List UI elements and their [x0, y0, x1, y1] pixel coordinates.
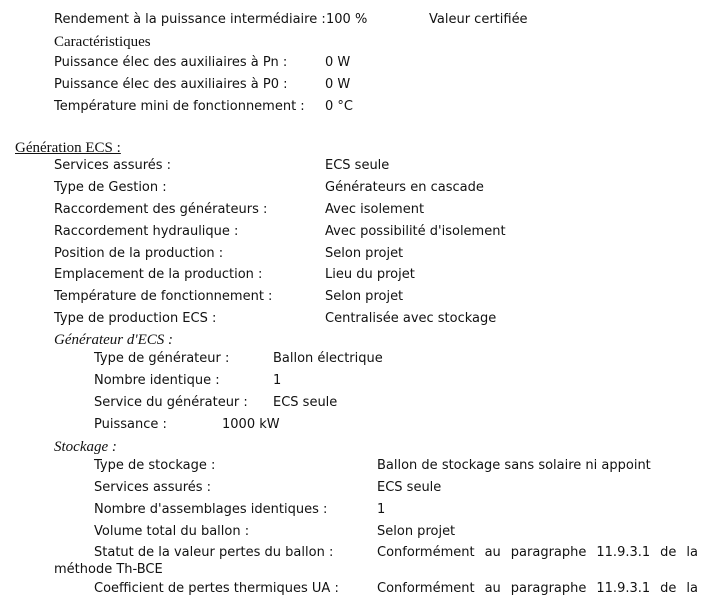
- rendement-label: Rendement à la puissance intermédiaire :: [54, 12, 326, 27]
- ecs-temp-value: Selon projet: [325, 289, 404, 304]
- ecs-temp-label: Température de fonctionnement :: [54, 289, 273, 304]
- statut-word: au: [484, 545, 501, 560]
- ecs-position-label: Position de la production :: [54, 246, 224, 261]
- ecs-production-label: Type de production ECS :: [54, 311, 217, 326]
- stock-volume-label: Volume total du ballon :: [94, 524, 250, 539]
- gen-type-value: Ballon électrique: [273, 351, 383, 366]
- ecs-raccord-gen-label: Raccordement des générateurs :: [54, 202, 268, 217]
- coef-word: 11.9.3.1: [596, 581, 651, 596]
- stock-assemblages-label: Nombre d'assemblages identiques :: [94, 502, 328, 517]
- gen-nombre-label: Nombre identique :: [94, 373, 220, 388]
- ecs-gestion-value: Générateurs en cascade: [325, 180, 484, 195]
- aux-p0-label: Puissance élec des auxiliaires à P0 :: [54, 77, 288, 92]
- coef-word: de: [660, 581, 677, 596]
- stock-volume-value: Selon projet: [377, 524, 456, 539]
- statut-word: paragraphe: [510, 545, 587, 560]
- stock-services-label: Services assurés :: [94, 480, 212, 495]
- ecs-services-label: Services assurés :: [54, 158, 172, 173]
- statut-word: 11.9.3.1: [596, 545, 651, 560]
- coef-word: Conformément: [377, 581, 475, 596]
- stock-coef-label: Coefficient de pertes thermiques UA :: [94, 581, 339, 596]
- ecs-emplacement-value: Lieu du projet: [325, 267, 415, 282]
- stock-assemblages-value: 1: [377, 502, 386, 517]
- temp-mini-value: 0 °C: [325, 99, 353, 114]
- stock-statut-label: Statut de la valeur pertes du ballon :: [94, 545, 334, 560]
- ecs-heading: Génération ECS :: [15, 140, 121, 156]
- aux-pn-label: Puissance élec des auxiliaires à Pn :: [54, 55, 288, 70]
- rendement-value: 100 %: [326, 12, 368, 27]
- caracteristiques-heading: Caractéristiques: [54, 34, 151, 50]
- ecs-services-value: ECS seule: [325, 158, 390, 173]
- ecs-raccord-gen-value: Avec isolement: [325, 202, 425, 217]
- coef-word: au: [484, 581, 501, 596]
- gen-puissance-value: 1000 kW: [222, 417, 280, 432]
- gen-type-label: Type de générateur :: [94, 351, 230, 366]
- gen-service-label: Service du générateur :: [94, 395, 248, 410]
- stock-statut-continuation: méthode Th-BCE: [54, 562, 163, 577]
- ecs-emplacement-label: Emplacement de la production :: [54, 267, 263, 282]
- gen-service-value: ECS seule: [273, 395, 338, 410]
- aux-p0-value: 0 W: [325, 77, 351, 92]
- statut-word: de: [660, 545, 677, 560]
- ecs-position-value: Selon projet: [325, 246, 404, 261]
- stock-type-value: Ballon de stockage sans solaire ni appoint: [377, 458, 651, 473]
- ecs-gestion-label: Type de Gestion :: [54, 180, 167, 195]
- statut-word: la: [686, 545, 698, 560]
- stock-coef-value: [377, 581, 698, 597]
- aux-pn-value: 0 W: [325, 55, 351, 70]
- rendement-note: Valeur certifiée: [429, 12, 528, 27]
- coef-word: la: [686, 581, 698, 596]
- generateur-heading: Générateur d'ECS :: [54, 332, 174, 348]
- stock-services-value: ECS seule: [377, 480, 442, 495]
- statut-word: Conformément: [377, 545, 475, 560]
- temp-mini-label: Température mini de fonctionnement :: [54, 99, 305, 114]
- stock-type-label: Type de stockage :: [94, 458, 216, 473]
- ecs-production-value: Centralisée avec stockage: [325, 311, 497, 326]
- gen-puissance-label: Puissance :: [94, 417, 167, 432]
- ecs-raccord-hydro-value: Avec possibilité d'isolement: [325, 224, 506, 239]
- stockage-heading: Stockage :: [54, 439, 117, 455]
- coef-word: paragraphe: [510, 581, 587, 596]
- ecs-raccord-hydro-label: Raccordement hydraulique :: [54, 224, 239, 239]
- stock-statut-value: [377, 545, 698, 561]
- gen-nombre-value: 1: [273, 373, 282, 388]
